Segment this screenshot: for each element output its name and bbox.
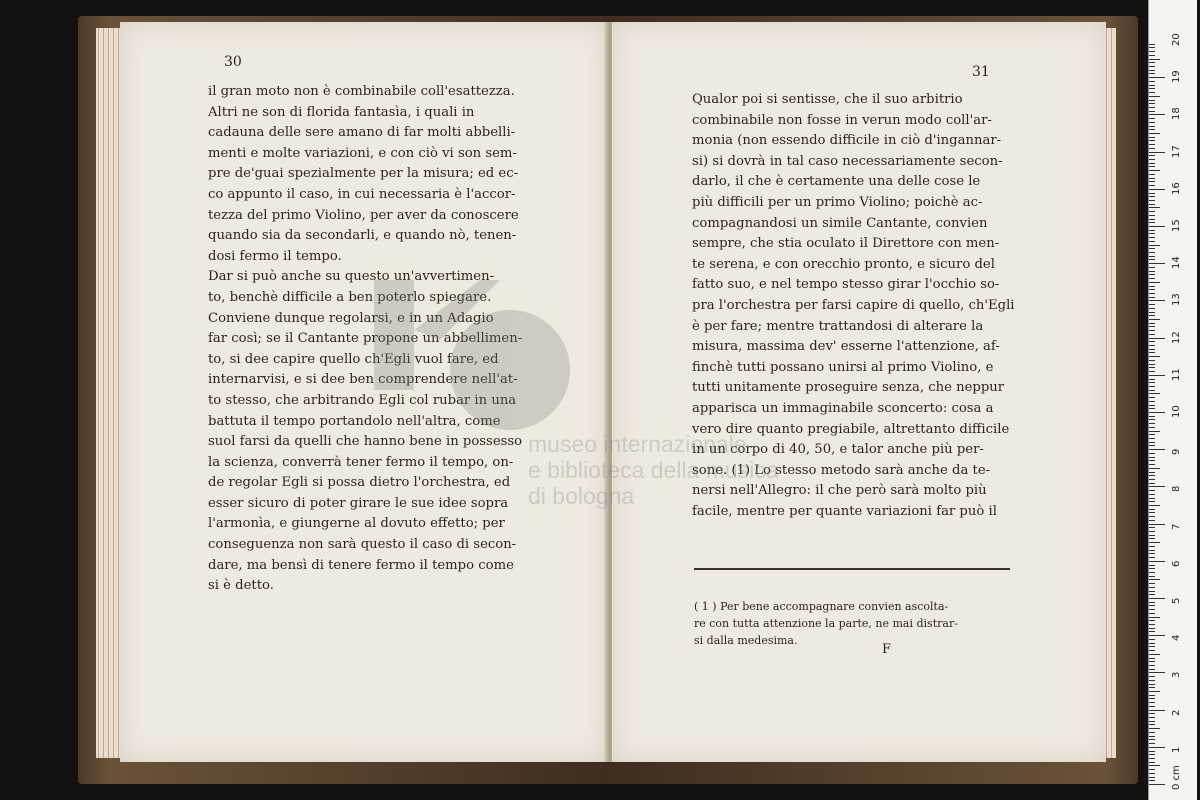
ruler-tick (1149, 728, 1160, 729)
ruler-tick (1149, 256, 1155, 257)
footnote-line: ( 1 ) Per bene accompagnare convien ascolta- (694, 600, 949, 613)
ruler-tick (1149, 382, 1155, 383)
ruler-tick (1149, 654, 1160, 655)
ruler-tick (1149, 174, 1155, 175)
ruler-tick (1149, 769, 1155, 770)
ruler-tick (1149, 676, 1155, 677)
text-line: sempre, che stia oculato il Direttore con men- (692, 236, 1000, 252)
ruler-tick (1149, 713, 1155, 714)
ruler-tick (1149, 665, 1155, 666)
ruler-tick (1149, 252, 1155, 253)
ruler-tick (1149, 364, 1155, 365)
ruler-tick (1149, 501, 1155, 502)
ruler-tick (1149, 680, 1155, 681)
ruler-label: 10 (1171, 405, 1182, 418)
ruler-tick (1149, 687, 1155, 688)
ruler-tick (1149, 137, 1155, 138)
ruler-tick (1149, 639, 1155, 640)
ruler-tick (1149, 51, 1155, 52)
ruler-tick (1149, 152, 1165, 153)
text-line: co appunto il caso, in cui necessaria è l'accor- (208, 186, 516, 202)
ruler-tick (1149, 628, 1155, 629)
text-line: monia (non essendo difficile in ciò d'ingannar- (692, 133, 1002, 149)
ruler-tick (1149, 490, 1155, 491)
ruler-tick (1149, 159, 1155, 160)
left-page-edges (96, 28, 120, 758)
ruler-tick (1149, 408, 1155, 409)
text-line: l'armonìa, e giungerne al dovuto effetto; per (208, 516, 505, 532)
ruler-tick (1149, 215, 1155, 216)
ruler-label: 2 (1171, 709, 1182, 716)
ruler-tick (1149, 122, 1155, 123)
ruler-tick (1149, 259, 1155, 260)
ruler-tick (1149, 219, 1155, 220)
ruler-tick (1149, 304, 1155, 305)
ruler-label: 7 (1171, 523, 1182, 530)
text-line: sone. (1) Lo stesso metodo sarà anche da te- (692, 462, 991, 478)
ruler-tick (1149, 550, 1155, 551)
text-line: Altri ne son di florida fantasìa, i quali in (208, 104, 475, 120)
ruler-label: 13 (1171, 293, 1182, 307)
ruler-tick (1149, 457, 1155, 458)
ruler-tick (1149, 565, 1155, 566)
footnote-rule (694, 568, 1010, 570)
ruler-tick (1149, 721, 1155, 722)
ruler-tick (1149, 620, 1155, 621)
ruler-tick (1149, 170, 1160, 171)
right-page (612, 22, 1106, 762)
ruler-tick (1149, 598, 1165, 599)
ruler-tick (1149, 587, 1155, 588)
ruler-tick (1149, 59, 1160, 60)
text-line: battuta il tempo portandolo nell'altra, come (208, 413, 501, 429)
ruler-tick (1149, 107, 1155, 108)
ruler-tick (1149, 609, 1155, 610)
ruler-tick (1149, 658, 1155, 659)
ruler-tick (1149, 524, 1165, 525)
ruler-label: 6 (1171, 560, 1182, 567)
footnote (694, 598, 958, 649)
ruler-tick (1149, 698, 1155, 699)
ruler-tick (1149, 341, 1155, 342)
text-line: si è detto. (208, 578, 274, 594)
text-line: pre de'guai spezialmente per la misura; ed ec- (208, 166, 519, 182)
ruler-tick (1149, 602, 1155, 603)
ruler-tick (1149, 743, 1155, 744)
text-line: Conviene dunque regolarsi, e in un Adagio (208, 310, 494, 326)
ruler-tick (1149, 166, 1155, 167)
ruler-tick (1149, 405, 1155, 406)
ruler-tick (1149, 427, 1155, 428)
ruler-label: 16 (1171, 182, 1182, 195)
ruler-tick (1149, 81, 1155, 82)
text-line: nersi nell'Allegro: il che però sarà molto più (692, 483, 987, 499)
ruler-tick (1149, 267, 1155, 268)
ruler-tick (1149, 114, 1165, 115)
ruler-tick (1149, 230, 1155, 231)
text-line: tutti unitamente proseguire senza, che neppur (692, 380, 1005, 396)
ruler-tick (1149, 62, 1155, 63)
ruler-tick (1149, 691, 1160, 692)
ruler-tick (1149, 773, 1155, 774)
ruler-tick (1149, 579, 1160, 580)
ruler-tick (1149, 326, 1155, 327)
ruler-tick (1149, 416, 1155, 417)
ruler-tick (1149, 765, 1160, 766)
text-line: darlo, il che è certamente una delle cose le (692, 174, 981, 190)
ruler-label: 8 (1171, 486, 1182, 493)
ruler-tick (1149, 204, 1155, 205)
ruler-label: 5 (1171, 597, 1182, 604)
text-line: il gran moto non è combinabile coll'esattezza. (208, 84, 515, 99)
page-number: 31 (972, 64, 990, 80)
ruler-tick (1149, 111, 1155, 112)
ruler-tick (1149, 780, 1155, 781)
text-line: conseguenza non sarà questo il caso di secon- (208, 537, 517, 553)
ruler-tick (1149, 572, 1155, 573)
page-number: 30 (224, 54, 242, 70)
ruler-tick (1149, 475, 1155, 476)
ruler-tick (1149, 672, 1165, 673)
ruler-tick (1149, 736, 1155, 737)
text-line: in un corpo di 40, 50, e talor anche più per- (692, 442, 984, 458)
text-line: combinabile non fosse in verun modo coll'ar- (692, 112, 992, 128)
ruler-tick (1149, 282, 1160, 283)
ruler-tick (1149, 438, 1155, 439)
ruler-tick (1149, 278, 1155, 279)
watermark-line-1: museo internazionale (528, 431, 747, 457)
ruler-tick (1149, 635, 1165, 636)
ruler-tick (1149, 669, 1155, 670)
ruler-tick (1149, 706, 1155, 707)
ruler-tick (1149, 144, 1155, 145)
right-page-text (692, 90, 1015, 522)
ruler-tick (1149, 583, 1155, 584)
text-line: far così; se il Cantante propone un abbellimen- (208, 331, 523, 347)
ruler-tick (1149, 710, 1165, 711)
text-line: compagnandosi un simile Cantante, convien (692, 215, 988, 231)
ruler-tick (1149, 393, 1160, 394)
text-line: fatto suo, e nel tempo stesso girar l'occhio so- (692, 277, 1000, 293)
ruler-tick (1149, 479, 1155, 480)
ruler-tick (1149, 591, 1155, 592)
ruler-tick (1149, 241, 1155, 242)
ruler-tick (1149, 494, 1155, 495)
ruler-tick (1149, 196, 1155, 197)
ruler-label: 12 (1171, 330, 1182, 344)
ruler-tick (1149, 520, 1155, 521)
ruler-tick (1149, 431, 1160, 432)
ruler-label: 14 (1171, 256, 1182, 270)
ruler-tick (1149, 531, 1155, 532)
ruler-tick (1149, 289, 1155, 290)
ruler-tick (1149, 129, 1155, 130)
ruler-tick (1149, 505, 1160, 506)
ruler-tick (1149, 222, 1155, 223)
ruler-tick (1149, 650, 1155, 651)
ruler-tick (1149, 55, 1155, 56)
ruler-tick (1149, 646, 1155, 647)
ruler-tick (1149, 200, 1155, 201)
ruler-tick (1149, 163, 1155, 164)
ruler-tick (1149, 334, 1155, 335)
ruler-tick (1149, 546, 1155, 547)
ruler-tick (1149, 312, 1155, 313)
ruler-tick (1149, 345, 1155, 346)
text-line: misura, massima dev' esserne l'attenzione, af- (692, 339, 1000, 355)
text-line: dare, ma bensì di tenere fermo il tempo come (208, 557, 514, 573)
signature-mark: F (882, 642, 892, 657)
ruler-tick (1149, 263, 1165, 264)
ruler-tick (1149, 367, 1155, 368)
ruler-tick (1149, 617, 1160, 618)
text-line: pra l'orchestra per farsi capire di quello, ch'Egli (692, 297, 1015, 313)
ruler-tick (1149, 702, 1155, 703)
ruler-tick (1149, 181, 1155, 182)
ruler-tick (1149, 553, 1155, 554)
ruler-tick (1149, 96, 1160, 97)
text-line: esser sicuro di poter girare le sue idee sopra (208, 495, 509, 511)
ruler-tick (1149, 739, 1155, 740)
text-line: è per fare; mentre trattandosi di alterare la (692, 318, 984, 334)
ruler-tick (1149, 594, 1155, 595)
ruler-tick (1149, 126, 1155, 127)
ruler-tick (1149, 274, 1155, 275)
ruler-tick (1149, 286, 1155, 287)
ruler-tick (1149, 412, 1165, 413)
ruler-tick (1149, 70, 1155, 71)
text-line: cadauna delle sere amano di far molti abbelli- (208, 125, 516, 141)
ruler-tick (1149, 449, 1165, 450)
text-line: più difficili per un primo Violino; poichè ac- (692, 194, 983, 210)
ruler-tick (1149, 140, 1155, 141)
ruler-tick (1149, 535, 1155, 536)
watermark-line-2: e biblioteca della musica (528, 457, 779, 483)
ruler-tick (1149, 315, 1155, 316)
ruler-tick (1149, 271, 1155, 272)
ruler-tick (1149, 661, 1155, 662)
measurement-ruler (1148, 0, 1197, 800)
ruler-tick (1149, 226, 1165, 227)
ruler-tick (1149, 185, 1155, 186)
ruler-tick (1149, 155, 1155, 156)
watermark-line-3: di bologna (528, 483, 635, 509)
ruler-tick (1149, 784, 1165, 785)
ruler-tick (1149, 643, 1155, 644)
footnote-line: si dalla medesima. (694, 634, 798, 647)
ruler-tick (1149, 464, 1155, 465)
text-line: finchè tutti possano unirsi al primo Violino, e (692, 359, 994, 375)
ruler-tick (1149, 133, 1160, 134)
ruler-tick (1149, 118, 1155, 119)
ruler-tick (1149, 92, 1155, 93)
ruler-label: 17 (1171, 144, 1182, 158)
ruler-tick (1149, 423, 1155, 424)
ruler-tick (1149, 386, 1155, 387)
ruler-tick (1149, 356, 1160, 357)
ruler-tick (1149, 390, 1155, 391)
ruler-label: 9 (1171, 448, 1182, 456)
ruler-tick (1149, 148, 1155, 149)
ruler-tick (1149, 319, 1160, 320)
ruler-tick (1149, 624, 1155, 625)
ruler-tick (1149, 207, 1160, 208)
text-line: de regolar Egli si possa dietro l'orchestra, ed (208, 475, 511, 491)
text-line: la scienza, converrà tener fermo il tempo, on- (208, 454, 514, 470)
ruler-tick (1149, 245, 1160, 246)
ruler-tick (1149, 777, 1155, 778)
ruler-tick (1149, 100, 1155, 101)
ruler-label: 1 (1171, 746, 1182, 753)
ruler-tick (1149, 237, 1155, 238)
ruler-tick (1149, 486, 1165, 487)
text-line: dosi fermo il tempo. (208, 248, 342, 264)
text-line: facile, mentre per quante variazioni far può il (692, 503, 997, 519)
ruler-tick (1149, 542, 1160, 543)
text-line: apparisca un immaginabile sconcerto: cosa a (692, 400, 994, 416)
ruler-tick (1149, 360, 1155, 361)
ruler-tick (1149, 751, 1155, 752)
ruler-tick (1149, 732, 1155, 733)
ruler-tick (1149, 73, 1155, 74)
ruler-tick (1149, 754, 1155, 755)
ruler-tick (1149, 445, 1155, 446)
ruler-tick (1149, 379, 1155, 380)
ruler-tick (1149, 747, 1165, 748)
ruler-tick (1149, 44, 1155, 45)
ruler-tick (1149, 758, 1155, 759)
ruler-tick (1149, 460, 1155, 461)
ruler-tick (1149, 695, 1155, 696)
ruler-tick (1149, 483, 1155, 484)
ruler-tick (1149, 85, 1155, 86)
ruler-tick (1149, 453, 1155, 454)
ruler-tick (1149, 47, 1155, 48)
text-line: to, si dee capire quello ch'Egli vuol fare, ed (208, 351, 499, 367)
ruler-tick (1149, 401, 1155, 402)
ruler-label: 11 (1171, 368, 1182, 381)
ruler-label: 19 (1171, 70, 1182, 84)
ruler-tick (1149, 189, 1165, 190)
ruler-tick (1149, 613, 1155, 614)
text-line: quando sia da secondarli, e quando nò, tenen- (208, 228, 517, 244)
ruler-tick (1149, 527, 1155, 528)
ruler-tick (1149, 434, 1155, 435)
ruler-tick (1149, 538, 1155, 539)
ruler-tick (1149, 442, 1155, 443)
text-line: tezza del primo Violino, per aver da conoscere (208, 207, 519, 223)
ruler-tick (1149, 375, 1165, 376)
ruler-tick (1149, 300, 1165, 301)
ruler-tick (1149, 762, 1155, 763)
ruler-label: 18 (1171, 107, 1182, 121)
text-line: internarvisi, e si dee ben comprendere nell'at- (208, 372, 518, 388)
ruler-unit-label: 0 cm (1171, 765, 1182, 790)
ruler-tick (1149, 66, 1155, 67)
ruler-tick (1149, 576, 1155, 577)
ruler-tick (1149, 509, 1155, 510)
ruler-tick (1149, 103, 1155, 104)
text-line: Dar si può anche su questo un'avvertimen- (208, 269, 495, 285)
ruler-label: 3 (1171, 672, 1182, 679)
ruler-tick (1149, 397, 1155, 398)
text-line: si) si dovrà in tal caso necessariamente secon- (692, 153, 1003, 169)
ruler-tick (1149, 297, 1155, 298)
text-line: to, benchè difficile a ben poterlo spiegare. (208, 289, 492, 305)
ruler-tick (1149, 512, 1155, 513)
ruler-label: 15 (1171, 219, 1182, 232)
ruler-tick (1149, 248, 1155, 249)
ruler-tick (1149, 498, 1155, 499)
ruler-tick (1149, 88, 1155, 89)
ruler-tick (1149, 178, 1155, 179)
text-line: vero dire quanto pregiabile, altrettanto difficile (692, 421, 1010, 437)
ruler-tick (1149, 323, 1155, 324)
ruler-label: 4 (1171, 634, 1182, 642)
ruler-tick (1149, 561, 1165, 562)
ruler-tick (1149, 77, 1165, 78)
left-page (120, 22, 608, 762)
ruler-tick (1149, 516, 1155, 517)
ruler-tick (1149, 211, 1155, 212)
ruler-tick (1149, 352, 1155, 353)
ruler-tick (1149, 568, 1155, 569)
ruler-tick (1149, 557, 1155, 558)
ruler-tick (1149, 338, 1165, 339)
ruler-tick (1149, 419, 1155, 420)
text-line: Qualor poi si sentisse, che il suo arbitrio (692, 92, 963, 107)
ruler-tick (1149, 330, 1155, 331)
text-line: to stesso, che arbitrando Egli col rubar in una (208, 392, 517, 408)
ruler-tick (1149, 631, 1155, 632)
ruler-tick (1149, 293, 1155, 294)
text-line: te serena, e con orecchio pronto, e sicuro del (692, 256, 995, 272)
ruler-tick (1149, 605, 1155, 606)
ruler-tick (1149, 233, 1155, 234)
ruler-tick (1149, 684, 1155, 685)
ruler-tick (1149, 371, 1155, 372)
ruler-tick (1149, 349, 1155, 350)
ruler-tick (1149, 472, 1155, 473)
ruler-tick (1149, 717, 1155, 718)
ruler-tick (1149, 468, 1160, 469)
ruler-tick (1149, 724, 1155, 725)
text-line: suol farsi da quelli che hanno bene in possesso (208, 434, 523, 450)
ruler-tick (1149, 308, 1155, 309)
text-line: menti e molte variazioni, e con ciò vi son sem- (208, 145, 517, 161)
left-page-text (208, 82, 522, 597)
ruler-label: 20 (1171, 33, 1182, 46)
ruler-tick (1149, 193, 1155, 194)
footnote-line: re con tutta attenzione la parte, ne mai distrar- (694, 617, 958, 630)
